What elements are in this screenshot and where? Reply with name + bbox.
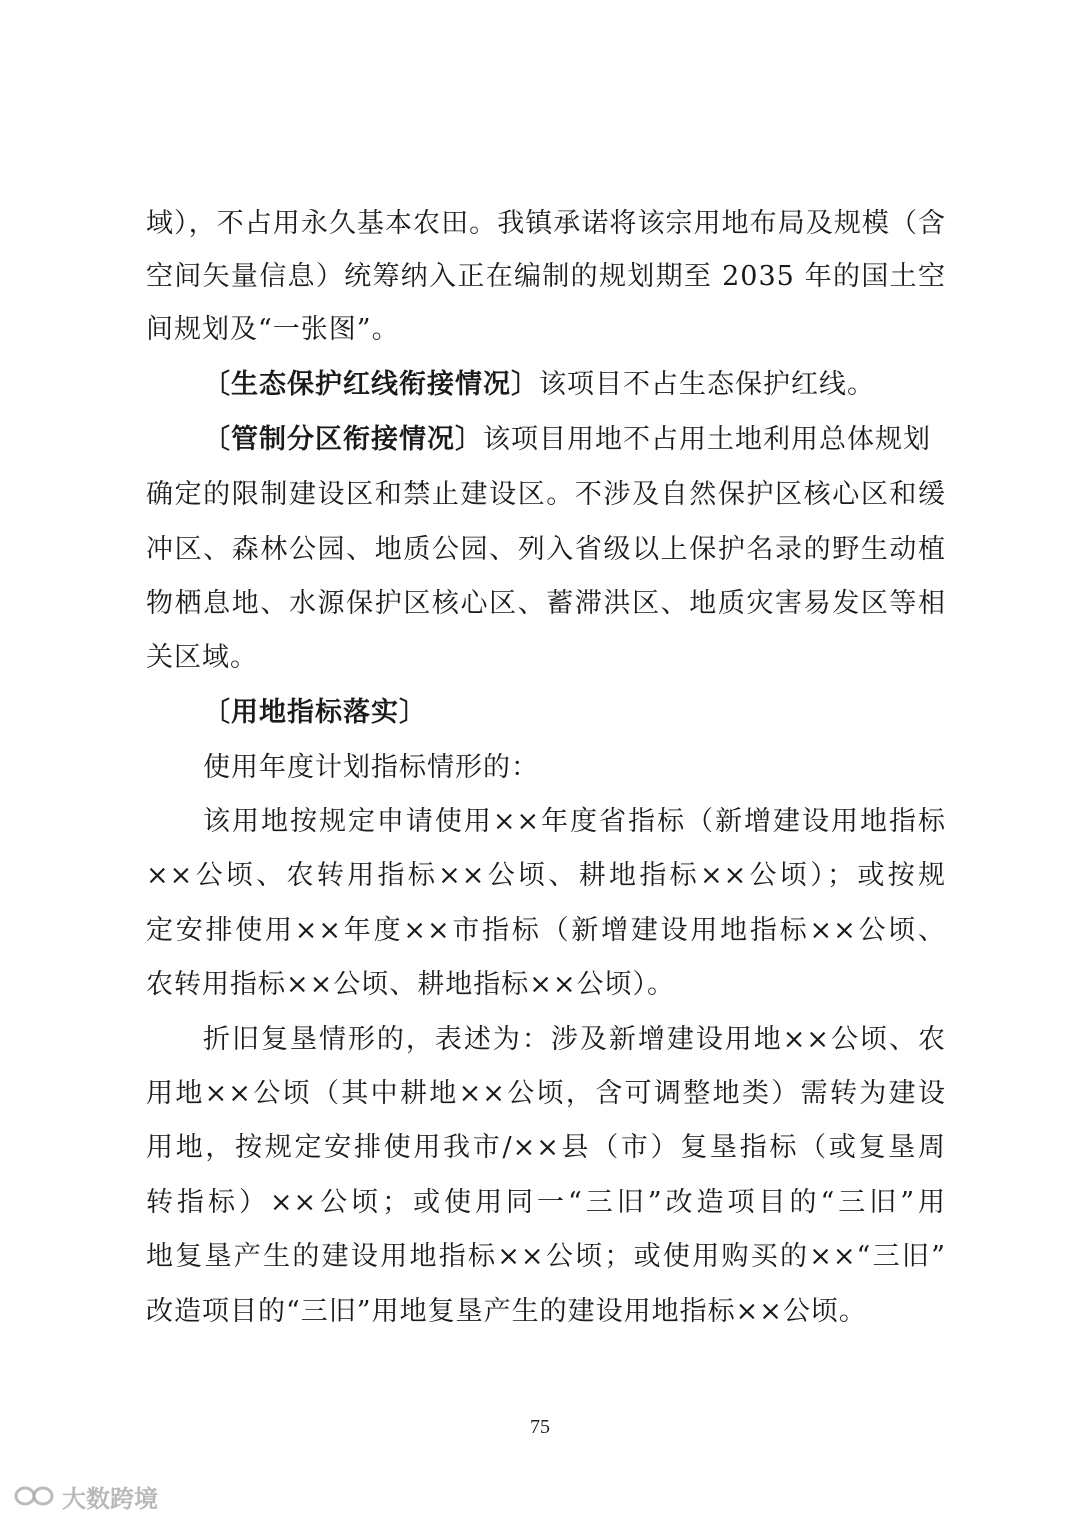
- paragraph-line: ××公顷、农转用指标××公顷、耕地指标××公顷）；或按规: [146, 860, 946, 891]
- paragraph-line: 用地××公顷（其中耕地××公顷，含可调整地类）需转为建设: [146, 1078, 946, 1109]
- paragraph-text: 该项目用地不占用土地利用总体规划: [483, 424, 931, 455]
- paragraph-line: 农转用指标××公顷、耕地指标××公顷）。: [146, 969, 675, 1000]
- paragraph-line: 转指标）××公顷；或使用同一“三旧”改造项目的“三旧”用: [146, 1187, 946, 1218]
- paragraph-line: 使用年度计划指标情形的：: [203, 752, 539, 783]
- ecology-paragraph: [203, 367, 1003, 407]
- paragraph-line: 关区域。: [146, 642, 258, 673]
- section-heading-land-quota: 〔用地指标落实〕: [203, 697, 427, 728]
- paragraph-line: 定安排使用××年度××市指标（新增建设用地指标××公顷、: [146, 915, 946, 946]
- paragraph-line: 折旧复垦情形的，表述为：涉及新增建设用地××公顷、农: [203, 1024, 946, 1055]
- paragraph-line: 物栖息地、水源保护区核心区、蓄滞洪区、地质灾害易发区等相: [146, 588, 946, 619]
- paragraph-line: 地复垦产生的建设用地指标××公顷；或使用购买的××“三旧”: [146, 1241, 946, 1272]
- paragraph-line: 域），不占用永久基本农田。我镇承诺将该宗用地布局及规模（含: [146, 208, 946, 239]
- watermark-text: 大数跨境: [62, 1484, 158, 1513]
- paragraph-line: 确定的限制建设区和禁止建设区。不涉及自然保护区核心区和缓: [146, 479, 946, 510]
- section-heading-zoning: 〔管制分区衔接情况〕: [203, 424, 483, 455]
- page-number: 75: [530, 1416, 550, 1438]
- paragraph-line: 用地，按规定安排使用我市/××县（市）复垦指标（或复垦周: [146, 1132, 946, 1163]
- paragraph-line: 冲区、森林公园、地质公园、列入省级以上保护名录的野生动植: [146, 534, 946, 565]
- watermark: [12, 1478, 158, 1514]
- paragraph-text: 该项目不占生态保护红线。: [539, 369, 875, 400]
- paragraph-line: 间规划及“一张图”。: [146, 314, 400, 345]
- infinity-logo-icon: [12, 1482, 56, 1510]
- paragraph-line: 该用地按规定申请使用××年度省指标（新增建设用地指标: [203, 806, 946, 837]
- zoning-paragraph: [203, 422, 1003, 462]
- section-heading-ecology: 〔生态保护红线衔接情况〕: [203, 369, 539, 400]
- paragraph-line: 空间矢量信息）统筹纳入正在编制的规划期至 2035 年的国土空: [146, 261, 946, 292]
- paragraph-line: 改造项目的“三旧”用地复垦产生的建设用地指标××公顷。: [146, 1296, 867, 1327]
